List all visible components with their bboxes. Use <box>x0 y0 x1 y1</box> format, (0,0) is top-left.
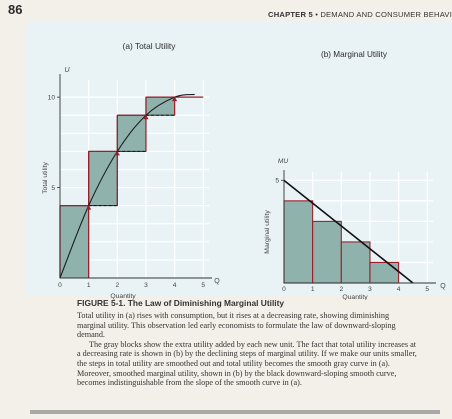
x-tick-label: 2 <box>339 286 344 293</box>
x-tick-label: 0 <box>58 282 62 289</box>
total-utility-chart <box>42 41 220 300</box>
marginal-utility-bar <box>370 262 399 283</box>
x-tick-label: 5 <box>425 286 430 293</box>
chart-a-y-axis-letter: U <box>64 67 70 74</box>
figure-caption-title: FIGURE 5-1. The Law of Diminishing Marginal Utility <box>77 298 285 308</box>
x-tick-label: 2 <box>115 282 120 289</box>
figure-caption-body <box>77 311 417 388</box>
chart-b-x-axis-letter: Q <box>440 283 446 290</box>
y-tick-label: 10 <box>47 94 55 102</box>
chapter-label: CHAPTER 5 <box>268 10 313 19</box>
chart-b-x-label: Quantity <box>342 294 368 300</box>
chart-b-y-ticks <box>275 178 284 185</box>
marginal-utility-chart <box>264 50 446 300</box>
caption-paragraph: Total utility in (a) rises with consumption, but it rises at a decreasing rate, showing diminishing marginal utility. This observation led early economists to formulate the law of downward-sloping demand. <box>77 311 396 340</box>
x-tick-label: 1 <box>86 282 91 289</box>
bottom-rule <box>30 410 440 414</box>
page-number: 86 <box>8 2 23 17</box>
x-tick-label: 5 <box>201 282 206 289</box>
chart-a-title: (a) Total Utility <box>122 41 176 51</box>
marginal-utility-bar <box>313 221 342 283</box>
chart-a-x-axis-letter: Q <box>214 278 220 285</box>
x-tick-label: 3 <box>368 286 372 293</box>
marginal-utility-bar <box>284 201 313 283</box>
marginal-utility-bar <box>341 242 370 283</box>
chart-b-y-axis-letter: MU <box>277 158 289 165</box>
marginal-block <box>117 115 146 151</box>
chart-a-x-ticks <box>58 282 205 289</box>
x-tick-label: 4 <box>396 286 401 293</box>
x-tick-label: 0 <box>282 286 286 293</box>
chart-a-y-label: Total utility <box>42 162 49 194</box>
y-tick-label: 5 <box>51 184 55 192</box>
y-tick-label: 5 <box>275 177 279 185</box>
chart-b-y-label: Marginal utility <box>264 210 271 254</box>
x-tick-label: 3 <box>144 282 148 289</box>
chart-b-title: (b) Marginal Utility <box>321 50 387 59</box>
chart-b-x-ticks <box>282 286 429 293</box>
marginal-block <box>146 97 175 115</box>
chapter-title: DEMAND AND CONSUMER BEHAVI <box>320 10 452 19</box>
caption-paragraph: The gray blocks show the extra utility added by each new unit. The fact that total utility increases at a decreasing rate is shown in (b) by the declining steps of marginal utility. If we make our units smaller, the steps in total utility are smoothed out and total utility becomes the smooth gray curve in (a). Moreover, smoothed marginal utility, shown in (b) by the black downward-sloping smooth curve, becomes indistinguishable from the slope of the smooth curve in (a). <box>77 339 417 388</box>
chart-a-y-ticks <box>48 95 60 192</box>
chart-a-x-label: Quantity <box>110 293 136 300</box>
running-head-separator: • <box>315 10 319 19</box>
x-tick-label: 1 <box>310 286 315 293</box>
x-tick-label: 4 <box>172 282 177 289</box>
